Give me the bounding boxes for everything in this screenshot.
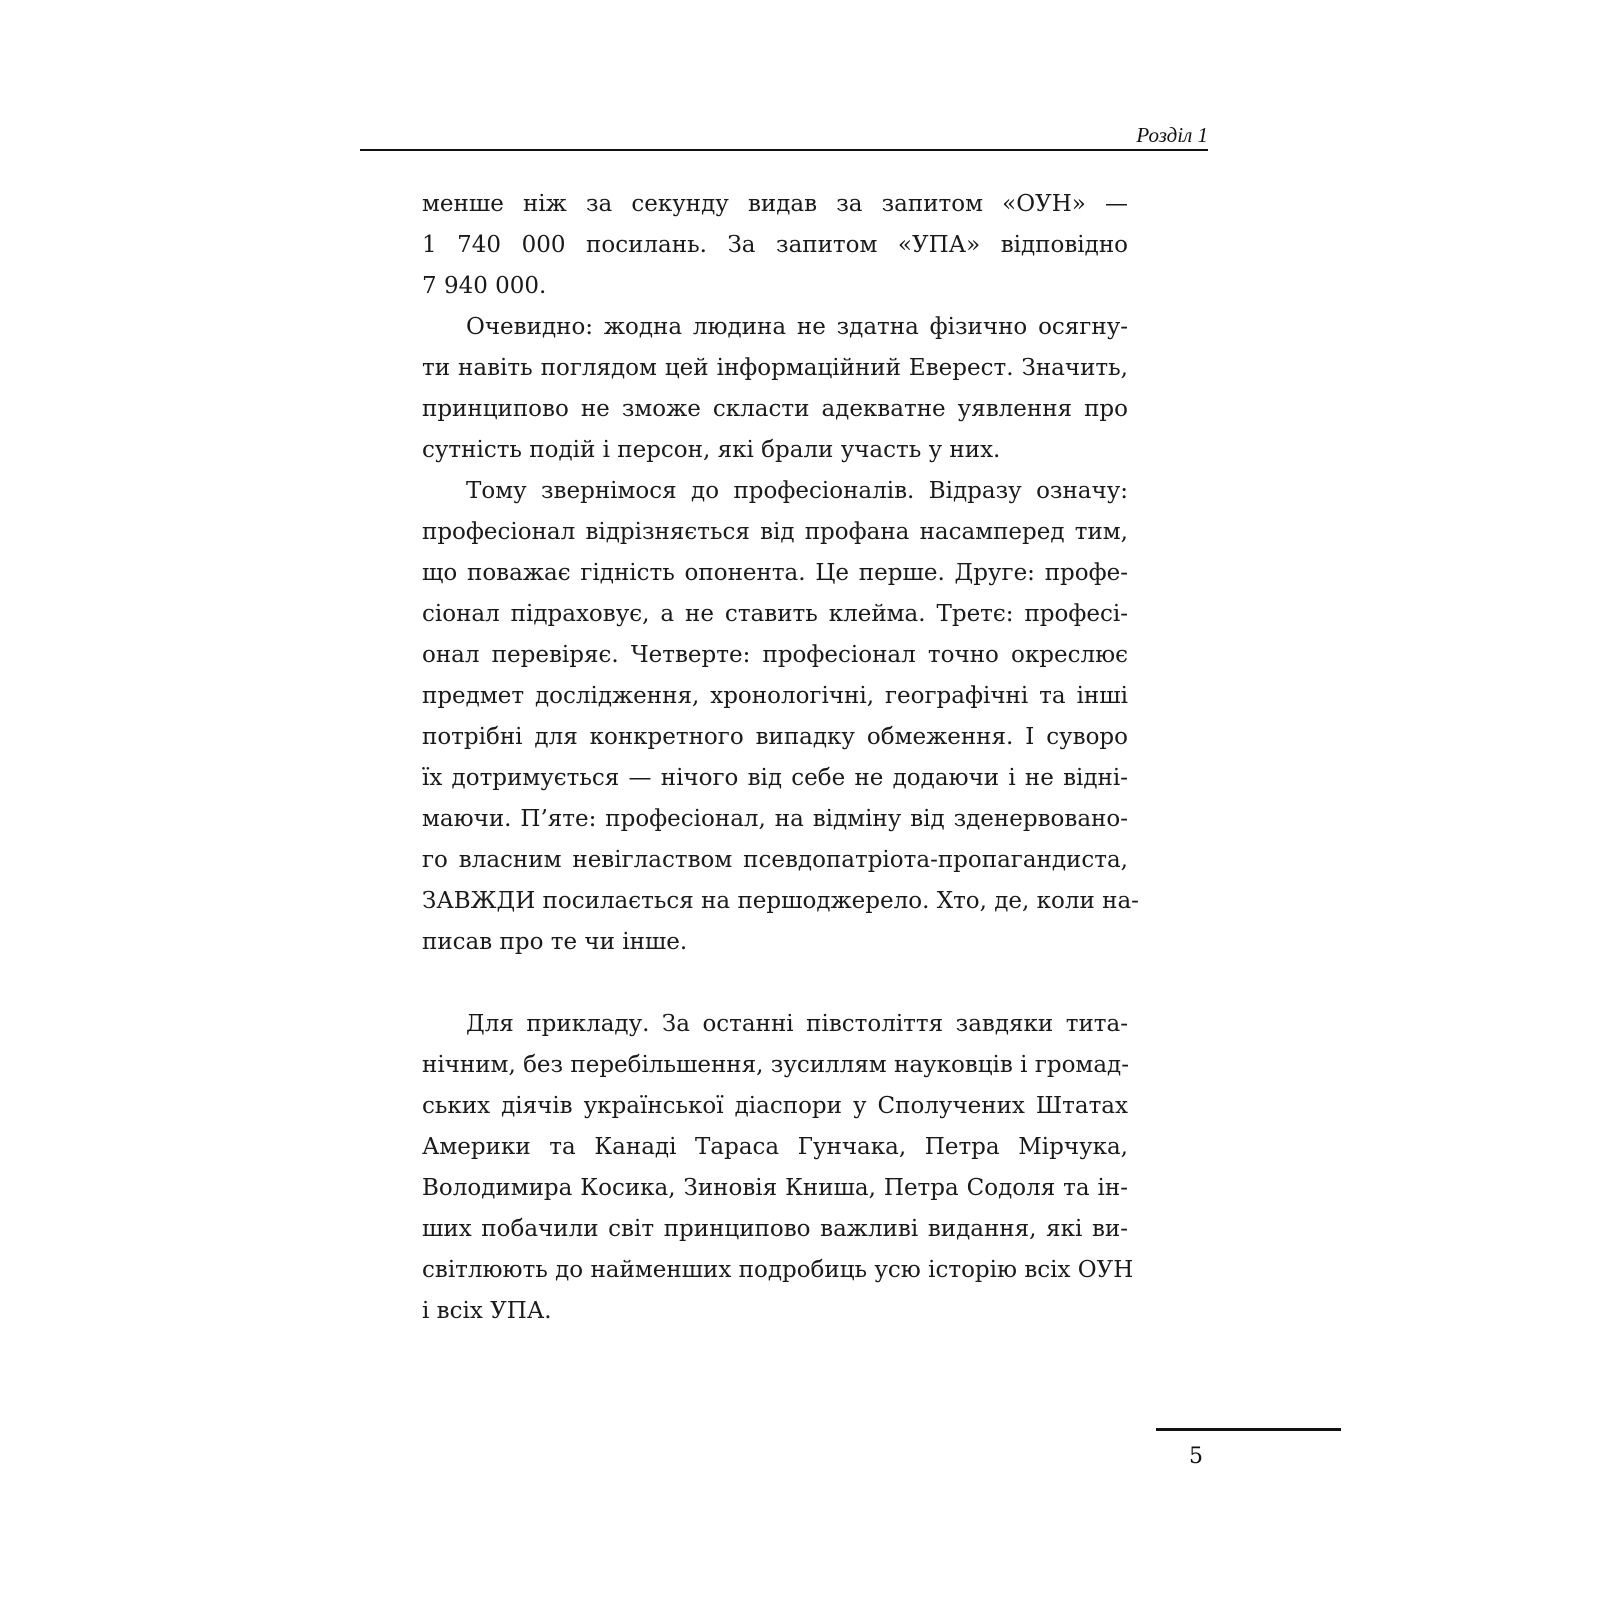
text-line: Очевидно: жодна людина не здатна фізично осягну- [466, 314, 1128, 340]
text-line: потрібні для конкретного випадку обмеження. І суворо [422, 724, 1128, 750]
text-line: що поважає гідність опонента. Це перше. Друге: профе- [422, 560, 1128, 586]
text-line: сутність подій і персон, які брали участь у них. [422, 437, 1001, 463]
header-rule [360, 149, 1208, 151]
text-line: го власним невіглаством псевдопатріота-пропагандиста, [422, 847, 1128, 873]
running-head: Розділ 1 [1136, 123, 1208, 147]
text-line: ЗАВЖДИ посилається на першоджерело. Хто, де, коли на- [422, 888, 1139, 914]
text-line: принципово не зможе скласти адекватне уявлення про [422, 396, 1128, 422]
body-text [422, 184, 1139, 1332]
text-line: професіонал відрізняється від профана насамперед тим, [422, 519, 1128, 545]
paragraph-3 [422, 471, 1139, 963]
text-line: ти навіть поглядом цей інформаційний Еверест. Значить, [422, 355, 1128, 381]
text-line: і всіх УПА. [422, 1298, 552, 1324]
section-break [422, 963, 1128, 1004]
text-line: Володимира Косика, Зиновія Книша, Петра Содоля та ін- [422, 1175, 1128, 1201]
paragraph-4 [422, 1004, 1134, 1332]
text-line: Америки та Канаді Тараса Гунчака, Петра Мірчука, [422, 1134, 1128, 1160]
text-line: предмет дослідження, хронологічні, географічні та інші [422, 683, 1128, 709]
footer-rule [1156, 1428, 1341, 1431]
paragraph-1 [422, 184, 1128, 307]
text-line: ших побачили світ принципово важливі видання, які ви- [422, 1216, 1128, 1242]
text-line: менше ніж за секунду видав за запитом «ОУН» — [422, 191, 1128, 217]
text-line: сіонал підраховує, а не ставить клейма. Третє: професі- [422, 601, 1128, 627]
text-line: 1 740 000 посилань. За запитом «УПА» відповідно [422, 232, 1128, 258]
text-line: Для прикладу. За останні півстоліття завдяки тита- [466, 1011, 1128, 1037]
text-line: 7 940 000. [422, 273, 547, 299]
text-line: світлюють до найменших подробиць усю історію всіх ОУН [422, 1257, 1134, 1283]
text-line: писав про те чи інше. [422, 929, 688, 955]
paragraph-2 [422, 307, 1128, 471]
text-line: онал перевіряє. Четверте: професіонал точно окреслює [422, 642, 1128, 668]
text-line: Тому звернімося до професіоналів. Відразу означу: [466, 478, 1128, 504]
page-number: 5 [1189, 1444, 1203, 1469]
text-line: нічним, без перебільшення, зусиллям науковців і громад- [422, 1052, 1129, 1078]
text-line: їх дотримується — нічого від себе не додаючи і не відні- [422, 765, 1128, 791]
text-line: ських діячів української діаспори у Сполучених Штатах [422, 1093, 1128, 1119]
text-line: маючи. П’яте: професіонал, на відміну від зденервовано- [422, 806, 1128, 832]
